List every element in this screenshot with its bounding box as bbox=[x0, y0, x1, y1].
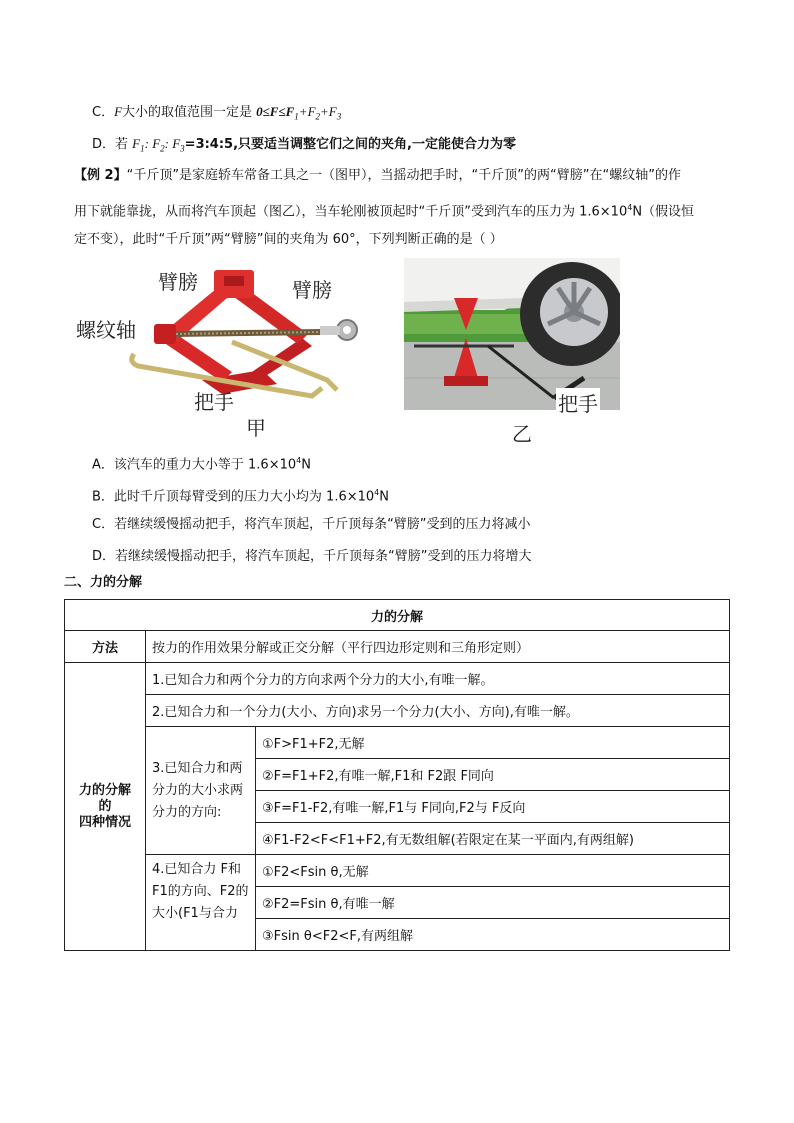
example2-text3: 定不变），此时“千斤顶”两“臂膀”间的夹角为 60°，下列判断正确的是（ ） bbox=[74, 232, 503, 247]
label-arm-right: 臂膀 bbox=[292, 278, 332, 302]
option-c-plus2: +F bbox=[320, 104, 337, 119]
option-c-prefix: C． bbox=[92, 105, 115, 120]
figure-b-caption: 乙 bbox=[512, 422, 532, 446]
method-label: 方法 bbox=[65, 631, 146, 663]
figure-car bbox=[404, 258, 620, 446]
case1: 1.已知合力和两个分力的方向求两个分力的大小,有唯一解。 bbox=[146, 663, 730, 695]
answer-c bbox=[92, 516, 531, 534]
method-text: 按力的作用效果分解或正交分解（平行四边形定则和三角形定则） bbox=[146, 631, 730, 663]
case3-label: 3.已知合力和两分力的大小求两分力的方向: bbox=[146, 727, 256, 855]
case2: 2.已知合力和一个分力(大小、方向)求另一个分力(大小、方向),有唯一解。 bbox=[146, 695, 730, 727]
option-d-f2: : F bbox=[144, 136, 161, 151]
section-heading: 二、力的分解 bbox=[64, 575, 143, 590]
option-d-sub1: 1 bbox=[140, 143, 145, 154]
answer-b-end: N bbox=[379, 489, 389, 505]
option-d-sub3: 3 bbox=[180, 143, 185, 154]
table-title-row bbox=[65, 600, 730, 631]
option-c-plus1: +F bbox=[298, 104, 316, 119]
answer-b bbox=[92, 484, 389, 506]
case4-item-1: ①F2<Fsin θ,无解 bbox=[256, 855, 730, 887]
option-d-f3: : F bbox=[164, 136, 181, 151]
label-screw: 螺纹轴 bbox=[76, 318, 136, 342]
cases-label-3: 四种情况 bbox=[78, 814, 131, 830]
answer-a-text: A．该汽车的重力大小等于 1.6×10 bbox=[92, 457, 297, 473]
label-arm-left: 臂膀 bbox=[158, 270, 198, 294]
answer-a-sup: 4 bbox=[296, 456, 302, 465]
table-title: 力的分解 bbox=[65, 600, 730, 631]
example2-text2-end: N（假设恒 bbox=[632, 204, 695, 220]
example2-tag: 【例 2】 bbox=[74, 168, 127, 183]
answer-d bbox=[92, 548, 531, 566]
answer-c-text: C．若继续缓慢摇动把手，将汽车顶起，千斤顶每条“臂膀”受到的压力将减小 bbox=[92, 517, 531, 532]
option-c-sub3: 3 bbox=[336, 111, 342, 122]
option-d-text: =3:4:5,只要适当调整它们之间的夹角,一定能使合力为零 bbox=[184, 137, 516, 152]
table-row bbox=[65, 727, 730, 759]
case3-item-1: ①F>F1+F2,无解 bbox=[256, 727, 730, 759]
case3-item-3: ③F=F1-F2,有唯一解,F1与 F同向,F2与 F反向 bbox=[256, 791, 730, 823]
decomposition-table bbox=[64, 599, 730, 951]
answer-d-text: D．若继续缓慢摇动把手，将汽车顶起，千斤顶每条“臂膀”受到的压力将增大 bbox=[92, 549, 532, 564]
table-method-row bbox=[65, 631, 730, 663]
example2-text2: 用下就能靠拢，从而将汽车顶起（图乙），当车轮刚被顶起时“千斤顶”受到汽车的压力为 1.6×10 bbox=[74, 204, 628, 220]
option-d bbox=[92, 135, 516, 158]
label-handle-b: 把手 bbox=[556, 388, 600, 417]
figure-jack bbox=[72, 262, 372, 440]
option-c-range: 0≤F≤F bbox=[256, 104, 295, 119]
case4-label: 4.已知合力 F和 F1的方向、F2的大小(F1与合力 bbox=[146, 855, 256, 951]
example2-sup: 4 bbox=[627, 203, 633, 212]
answer-b-sup: 4 bbox=[374, 488, 380, 497]
cases-label bbox=[65, 663, 146, 951]
example2-line1 bbox=[74, 167, 681, 185]
option-c-f: F bbox=[114, 104, 123, 119]
cases-label-2: 的 bbox=[98, 798, 112, 814]
example2-text1: “千斤顶”是家庭轿车常备工具之一（图甲），当摇动把手时，“千斤顶”的两“臂膀”在“螺纹轴”的作 bbox=[126, 168, 681, 183]
option-c-sub2: 2 bbox=[315, 111, 321, 122]
example2-line3 bbox=[74, 231, 503, 249]
option-c-text: 大小的取值范围一定是 bbox=[122, 105, 257, 120]
option-d-f1: F bbox=[132, 136, 141, 151]
example2-line2 bbox=[74, 199, 694, 221]
case3-item-4: ④F1-F2<F<F1+F2,有无数组解(若限定在某一平面内,有两组解) bbox=[256, 823, 730, 855]
table-row bbox=[65, 695, 730, 727]
option-c bbox=[92, 103, 341, 126]
case4-item-3: ③Fsin θ<F2<F,有两组解 bbox=[256, 919, 730, 951]
option-d-prefix: D．若 bbox=[92, 137, 133, 152]
option-d-sub2: 2 bbox=[160, 143, 165, 154]
answer-a bbox=[92, 452, 311, 474]
cases-label-1: 力的分解 bbox=[78, 782, 131, 798]
label-handle-a: 把手 bbox=[194, 390, 234, 414]
case4-item-2: ②F2=Fsin θ,有唯一解 bbox=[256, 887, 730, 919]
answer-b-text: B．此时千斤顶每臂受到的压力大小均为 1.6×10 bbox=[92, 489, 375, 505]
case3-item-2: ②F=F1+F2,有唯一解,F1和 F2跟 F同向 bbox=[256, 759, 730, 791]
table-row bbox=[65, 855, 730, 887]
option-c-sub1: 1 bbox=[294, 111, 299, 122]
figure-a-caption: 甲 bbox=[246, 416, 266, 440]
answer-a-end: N bbox=[301, 457, 311, 473]
table-row bbox=[65, 663, 730, 695]
